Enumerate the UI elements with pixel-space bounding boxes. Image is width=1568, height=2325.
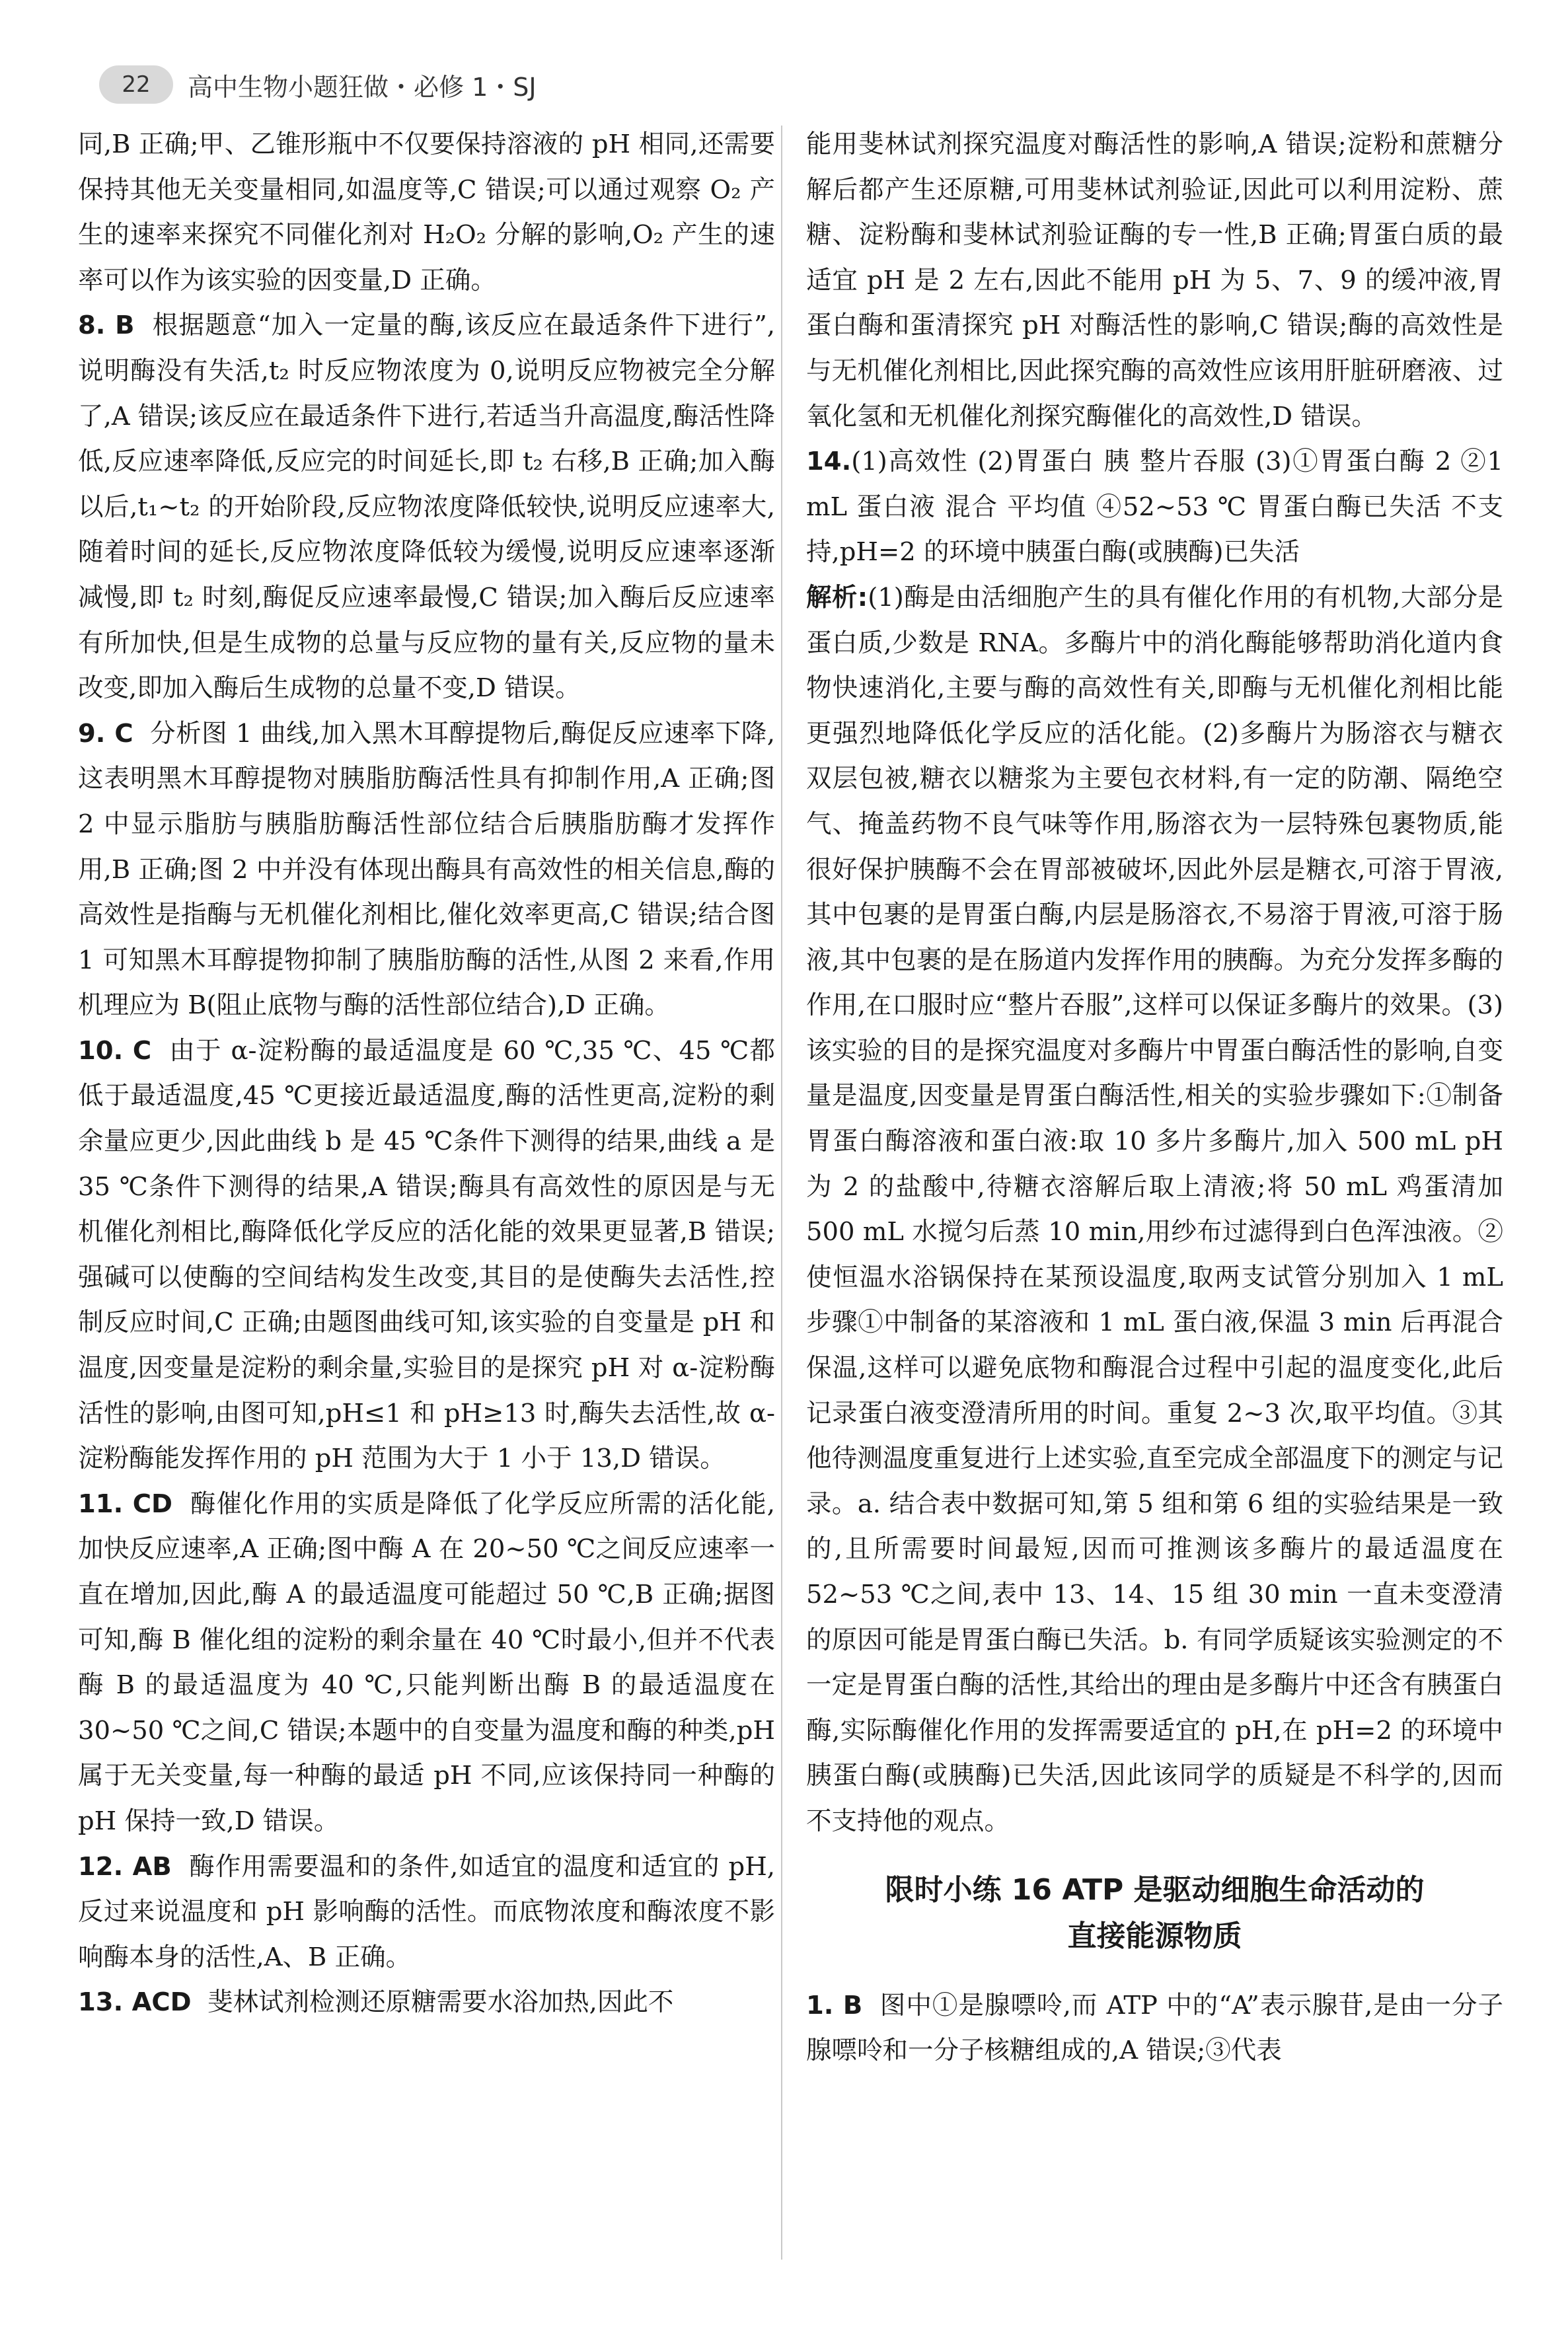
answer-number: 1. B [806, 1990, 863, 2020]
answer-text: 根据题意“加入一定量的酶,该反应在最适条件下进行”,说明酶没有失活,t₂ 时反应物浓度为 0,说明反应物被完全分解了,A 错误;该反应在最适条件下进行,若适当升高温度,酶活性降低,反应速率降低,反应完的时间延长,即 t₂ 右移,B 正确;加入酶以后,t₁~t₂ 的开始阶段,反应物浓度降低较快,说明反应速率大,随着时间的延长,反应物浓度降低较为缓慢,说明反应速率逐渐减慢,即 t₂ 时刻,酶促反应速率最慢,C 错误;加入酶后反应速率有所加快,但是生成物的总量与反应物的量有关,反应物的量未改变,即加入酶后生成物的总量不变,D 错误。 [78, 311, 775, 704]
answer-item [78, 1482, 775, 1845]
answer-text: 酶催化作用的实质是降低了化学反应所需的活化能,加快反应速率,A 正确;图中酶 A 在 20~50 ℃之间反应速率一直在增加,因此,酶 A 的最适温度可能超过 50 ℃,B 正确;据图可知,酶 B 催化组的淀粉的剩余量在 40 ℃时最小,但并不代表酶 B 的最适温度为 40 ℃,只能判断出酶 B 的最适温度在 30~50 ℃之间,C 错误;本题中的自变量为温度和酶的种类,pH 属于无关变量,每一种酶的最适 pH 不同,应该保持同一种酶的 pH 保持一致,D 错误。 [78, 1489, 775, 1836]
answer-text: (1)高效性 (2)胃蛋白 胰 整片吞服 (3)①胃蛋白酶 2 ②1 mL 蛋白液 混合 平均值 ④52~53 ℃ 胃蛋白酶已失活 不支持,pH=2 的环境中胰蛋白酶(或胰酶)已失活 [806, 447, 1503, 568]
analysis-paragraph [806, 575, 1503, 1845]
section-title [806, 1867, 1503, 1960]
analysis-text: (1)酶是由活细胞产生的具有催化作用的有机物,大部分是蛋白质,少数是 RNA。多酶片中的消化酶能够帮助消化道内食物快速消化,主要与酶的高效性有关,即酶与无机催化剂相比能更强烈地降低化学反应的活化能。(2)多酶片为肠溶衣与糖衣双层包被,糖衣以糖浆为主要包衣材料,有一定的防潮、隔绝空气、掩盖药物不良气味等作用,肠溶衣为一层特殊包裹物质,能很好保护胰酶不会在胃部被破坏,因此外层是糖衣,可溶于胃液,其中包裹的是胃蛋白酶,内层是肠溶衣,不易溶于胃液,可溶于肠液,其中包裹的是在肠道内发挥作用的胰酶。为充分发挥多酶的作用,在口服时应“整片吞服”,这样可以保证多酶片的效果。(3)该实验的目的是探究温度对多酶片中胃蛋白酶活性的影响,自变量是温度,因变量是胃蛋白酶活性,相关的实验步骤如下:①制备胃蛋白酶溶液和蛋白液:取 10 多片多酶片,加入 500 mL pH 为 2 的盐酸中,待糖衣溶解后取上清液;将 50 mL 鸡蛋清加 500 mL 水搅匀后蒸 10 min,用纱布过滤得到白色浑浊液。②使恒温水浴锅保持在某预设温度,取两支试管分别加入 1 mL 步骤①中制备的某溶液和 1 mL 蛋白液,保温 3 min 后再混合保温,这样可以避免底物和酶混合过程中引起的温度变化,此后记录蛋白液变澄清所用的时间。重复 2~3 次,取平均值。③其他待测温度重复进行上述实验,直至完成全部温度下的测定与记录。a. 结合表中数据可知,第 5 组和第 6 组的实验结果是一致的,且所需要时间最短,因而可推测该多酶片的最适温度在 52~53 ℃之间,表中 13、14、15 组 30 min 一直未变澄清的原因可能是胃蛋白酶已失活。b. 有同学质疑该实验测定的不一定是胃蛋白酶的活性,其给出的理由是多酶片中还含有胰蛋白酶,实际酶催化作用的发挥需要适宜的 pH,在 pH=2 的环境中胰蛋白酶(或胰酶)已失活,因此该同学的质疑是不科学的,因而不支持他的观点。 [806, 582, 1503, 1836]
answer-item [78, 1980, 775, 2026]
section-title-line-2: 直接能源物质 [1067, 1919, 1242, 1953]
column-divider [781, 126, 782, 2260]
answer-item [78, 712, 775, 1029]
page-number-badge: 22 [99, 65, 173, 104]
book-title: 高中生物小题狂做・必修 1・SJ [188, 72, 537, 102]
answer-item [78, 303, 775, 711]
answer-number: 11. CD [78, 1489, 172, 1519]
answer-item [78, 1845, 775, 1981]
answer-number: 14. [806, 447, 852, 477]
answer-item [806, 1983, 1503, 2074]
answer-text: 分析图 1 曲线,加入黑木耳醇提物后,酶促反应速率下降,这表明黑木耳醇提物对胰脂肪酶活性具有抑制作用,A 正确;图 2 中显示脂肪与胰脂肪酶活性部位结合后胰脂肪酶才发挥作用,B 正确;图 2 中并没有体现出酶具有高效性的相关信息,酶的高效性是指酶与无机催化剂相比,催化效率更高,C 错误;结合图 1 可知黑木耳醇提物抑制了胰脂肪酶的活性,从图 2 来看,作用机理应为 B(阻止底物与酶的活性部位结合),D 正确。 [78, 718, 776, 1021]
answer-number: 10. C [78, 1035, 152, 1066]
answer-number: 12. AB [78, 1851, 172, 1882]
analysis-label: 解析: [806, 582, 868, 612]
left-column [78, 122, 775, 2026]
answer-item-14 [806, 439, 1503, 575]
answer-number: 8. B [78, 311, 135, 341]
answer-intro: 同,B 正确;甲、乙锥形瓶中不仅要保持溶液的 pH 相同,还需要保持其他无关变量相同,如温度等,C 错误;可以通过观察 O₂ 产生的速率来探究不同催化剂对 H₂O₂ 分解的影响,O₂ 产生的速率可以作为该实验的因变量,D 正确。 [78, 129, 775, 295]
answer-item [78, 1029, 775, 1482]
page-header [99, 61, 537, 108]
answer-text: 由于 α-淀粉酶的最适温度是 60 ℃,35 ℃、45 ℃都低于最适温度,45 ℃更接近最适温度,酶的活性更高,淀粉的剩余量应更少,因此曲线 b 是 45 ℃条件下测得的结果,曲线 a 是 35 ℃条件下测得的结果,A 错误;酶具有高效性的原因是与无机催化剂相比,酶降低化学反应的活化能的效果更显著,B 错误;强碱可以使酶的空间结构发生改变,其目的是使酶失去活性,控制反应时间,C 正确;由题图曲线可知,该实验的自变量是 pH 和温度,因变量是淀粉的剩余量,实验目的是探究 pH 对 α-淀粉酶活性的影响,由图可知,pH≤1 和 pH≥13 时,酶失去活性,故 α-淀粉酶能发挥作用的 pH 范围为大于 1 小于 13,D 错误。 [78, 1035, 775, 1474]
answer-text: 酶作用需要温和的条件,如适宜的温度和适宜的 pH,反过来说温度和 pH 影响酶的活性。而底物浓度和酶浓度不影响酶本身的活性,A、B 正确。 [78, 1851, 776, 1972]
answer-number: 9. C [78, 718, 133, 749]
answer-text: 图中①是腺嘌呤,而 ATP 中的“A”表示腺苷,是由一分子腺嘌呤和一分子核糖组成的,A 错误;③代表 [806, 1990, 1503, 2066]
answer-continuation: 能用斐林试剂探究温度对酶活性的影响,A 错误;淀粉和蔗糖分解后都产生还原糖,可用斐林试剂验证,因此可以利用淀粉、蔗糖、淀粉酶和斐林试剂验证酶的专一性,B 正确;胃蛋白质的最适宜 pH 是 2 左右,因此不能用 pH 为 5、7、9 的缓冲液,胃蛋白酶和蛋清探究 pH 对酶活性的影响,C 错误;酶的高效性是与无机催化剂相比,因此探究酶的高效性应该用肝脏研磨液、过氧化氢和无机催化剂探究酶催化的高效性,D 错误。 [806, 129, 1503, 431]
answer-number: 13. ACD [78, 1987, 192, 2018]
section-title-line-1: 限时小练 16 ATP 是驱动细胞生命活动的 [885, 1872, 1425, 1907]
right-column [806, 122, 1503, 2074]
answer-text: 斐林试剂检测还原糖需要水浴加热,因此不 [207, 1987, 674, 2018]
